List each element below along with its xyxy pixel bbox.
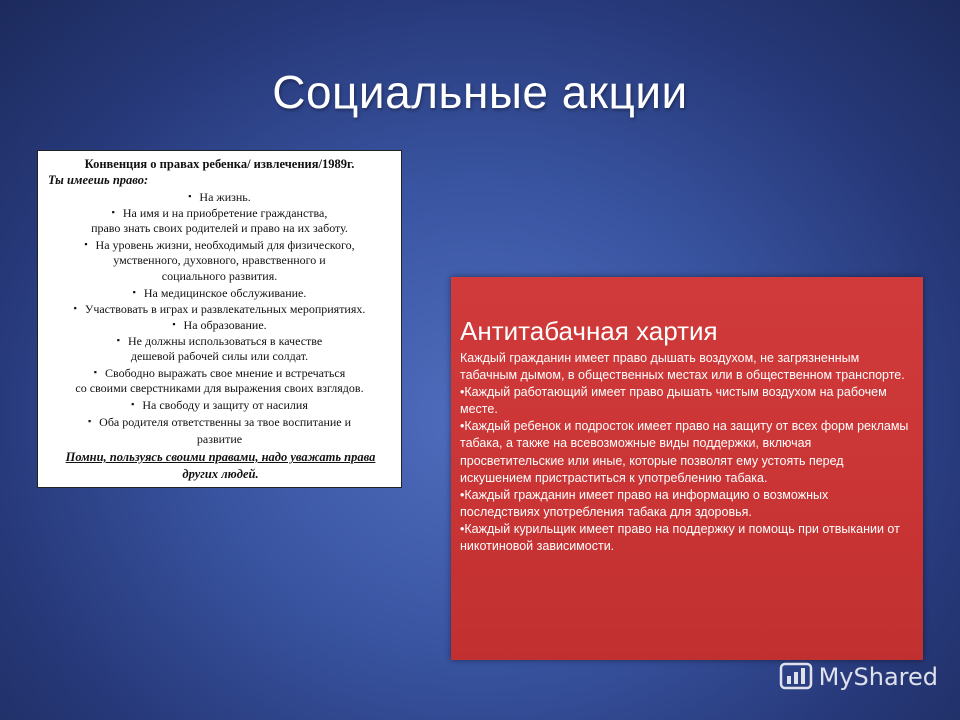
charter-paragraph: Каждый гражданин имеет право дышать воздухом, не загрязненным табачным дымом, в общественных местах или в общественном транспорте.: [460, 351, 905, 383]
convention-right-text: Участвовать в играх и развлекательных мероприятиях.: [84, 302, 366, 316]
convention-right-line: [38, 189, 401, 206]
convention-right-line: [38, 365, 401, 382]
bullet-icon: ▪: [111, 207, 115, 217]
convention-right-line: [38, 317, 401, 334]
convention-right-line: [38, 381, 401, 397]
watermark-text: MyShared: [818, 663, 938, 691]
convention-right-text: Не должны использоваться в качестве: [127, 334, 323, 348]
convention-right-text: Свободно выражать свое мнение и встречаться: [104, 366, 346, 380]
convention-right-text: со своими сверстниками для выражения своих взглядов.: [75, 381, 364, 395]
bullet-icon: ▪: [188, 191, 192, 201]
convention-right-line: [38, 269, 401, 285]
convention-right-line: [38, 205, 401, 222]
charter-paragraph: •Каждый курильщик имеет право на поддержку и помощь при отвыкании от никотиновой зависимости.: [460, 521, 900, 554]
convention-right-line: [38, 221, 401, 237]
bullet-icon: ▪: [87, 416, 92, 426]
convention-subheading: Ты имеешь право:: [48, 173, 149, 187]
convention-heading: Конвенция о правах ребенка/ извлечения/1989г.: [84, 157, 355, 171]
convention-right-text: На свободу и защиту от насилия: [142, 398, 308, 412]
bullet-icon: ▪: [73, 303, 77, 313]
antitobacco-charter-box: [451, 277, 923, 660]
convention-right-text: На имя и на приобретение гражданства,: [122, 206, 328, 220]
charter-paragraph: •Каждый ребенок и подросток имеет право на защиту от всех форм рекламы табака, а также на всевозможные виды поддержки, включая просветительские или иные, которые позволят ему устоять перед искушением пристраститься к употреблению табака.: [460, 419, 909, 485]
convention-right-line: [38, 301, 401, 318]
convention-footer-line-1: Помни, пользуясь своими правами, надо уважать права: [65, 450, 376, 464]
myshared-watermark: [779, 662, 938, 692]
charter-body: [460, 350, 910, 555]
convention-excerpt-box: [37, 150, 402, 488]
bullet-icon: ▪: [131, 399, 135, 409]
convention-right-line: [38, 285, 401, 302]
convention-right-text: умственного, духовного, нравственного и: [113, 253, 326, 267]
bullet-icon: ▪: [93, 367, 97, 377]
convention-right-text: На медицинское обслуживание.: [143, 286, 307, 300]
charter-paragraph: •Каждый гражданин имеет право на информацию о возможных последствиях употребления табака для здоровья.: [460, 487, 829, 519]
convention-right-text: дешевой рабочей силы или солдат.: [130, 349, 309, 363]
convention-right-line: [38, 432, 401, 448]
convention-right-line: [38, 237, 401, 254]
convention-right-line: [38, 414, 401, 431]
convention-right-text: На уровень жизни, необходимый для физического,: [95, 238, 355, 252]
bullet-icon: ▪: [132, 287, 136, 297]
convention-right-line: [38, 333, 401, 350]
myshared-logo-icon: [779, 662, 813, 692]
charter-title: Антитабачная хартия: [460, 316, 718, 346]
charter-paragraph: •Каждый работающий имеет право дышать чистым воздухом на рабочем месте.: [460, 385, 887, 417]
convention-right-text: На образование.: [183, 318, 267, 332]
convention-right-line: [38, 349, 401, 365]
bullet-icon: ▪: [172, 319, 176, 329]
convention-right-text: Оба родителя ответственны за твое воспитание и: [99, 415, 352, 429]
convention-right-text: право знать своих родителей и право на их заботу.: [91, 221, 348, 235]
convention-right-text: социального развития.: [161, 269, 278, 283]
convention-footer: [44, 449, 397, 483]
convention-right-text: На жизнь.: [199, 190, 251, 204]
convention-right-line: [38, 397, 401, 414]
convention-right-text: развитие: [196, 432, 243, 446]
bullet-icon: ▪: [116, 335, 120, 345]
bullet-icon: ▪: [84, 239, 88, 249]
convention-footer-line-2: других людей.: [182, 467, 259, 481]
convention-right-line: [38, 253, 401, 269]
slide-title: Социальные акции: [272, 66, 688, 118]
